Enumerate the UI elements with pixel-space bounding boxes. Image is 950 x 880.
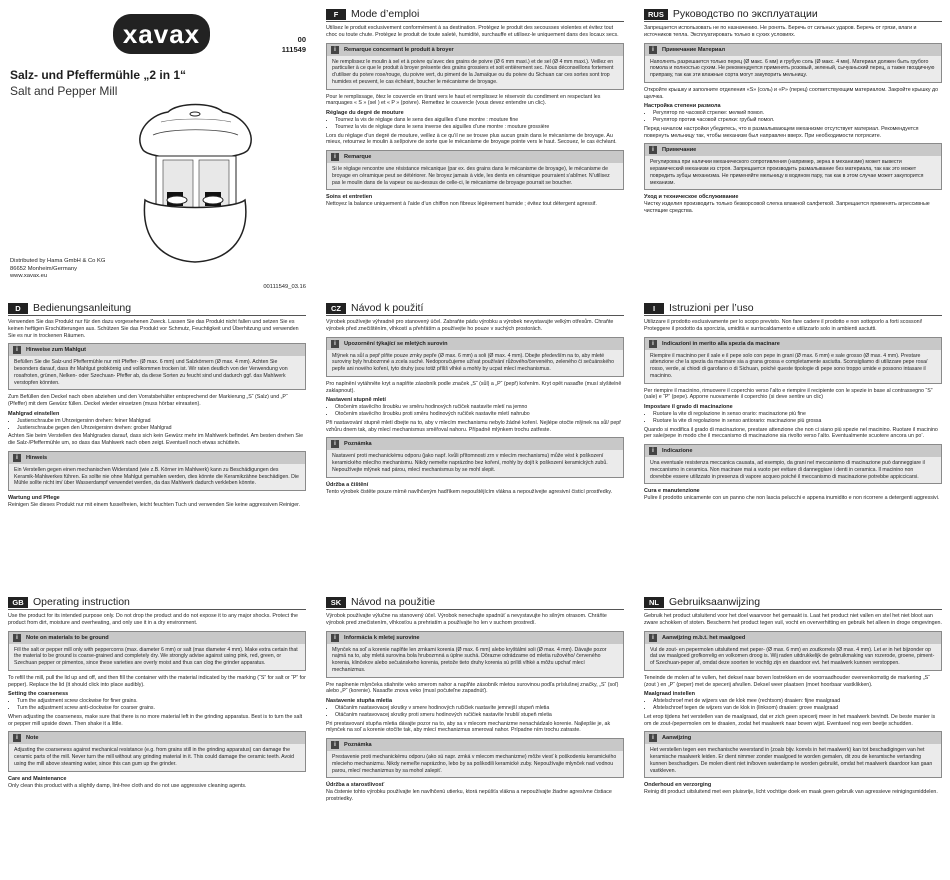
note-box-header <box>9 732 305 744</box>
list-item: • Tournez la vis de réglage dans le sens des aiguilles d’une montre : mouture fine <box>335 117 624 124</box>
note-box <box>326 437 624 477</box>
paragraph: Pulire il prodotto unicamente con un panno che non lasciа pelucchi e appena inumidito e non ricorrere a detergenti aggressivi. <box>644 495 940 502</box>
note-box-title: Remarque concernant le produit à broyer <box>344 46 454 53</box>
subheading: Cura e manutenzione <box>644 488 700 495</box>
note-box-text: Nastavení proti mechanickému odporu (jako např. kvůli přítomnosti zrn v mlecím mechanismu) může vést k poškození keramického mlecího mechanismu. Nikdy nemelte naprázdno bez koření, mohly by dojít k poškození keramických zubů. Nepoužívejte mlýnek nad párou, mlecí mechanismus by se mohl slepit. <box>327 450 623 476</box>
section-title: Operating instruction <box>33 596 130 608</box>
subheading: Wartung und Pflege <box>8 495 60 502</box>
section-cz <box>326 302 624 498</box>
subheading: Nastavenie stupňa mletia <box>326 698 393 705</box>
paragraph: Zum Befüllen den Deckel nach oben abziehen und den Vorratsbehälter entsprechend der Markierung „S“ (Salz) und „P“ (Pfeffer) mit dem Gewürz füllen. Deckel wieder einsetzen (muss hörbar einrasten). <box>8 394 288 408</box>
note-box-text: Het verstellen tegen een mechanische weerstand in (zoals bijv. korrels in het maalwerk) kan tot beschadigingen van het keramische maalwerk leiden. Er dient nimmer zonder maalgoed te worden gemalen, dit zou de keramische vertanding kunnen beschadigen. De molen dient niet in/boven waterdamp te worden gebruikt, omdat het maalwerk daardoor kan gaan vastkleven. <box>645 744 941 777</box>
note-box <box>644 444 942 484</box>
language-badge: CZ <box>326 303 346 314</box>
note-box-header <box>9 632 305 644</box>
salt-pepper-mill-illustration <box>123 100 268 270</box>
subheading: Impostare il grado di macinazione <box>644 404 733 411</box>
note-box <box>8 731 306 771</box>
bullet-list <box>8 418 306 432</box>
paragraph: When adjusting the coarseness, make sure that there is no more material left in the grinding apparatus. Best is to turn the salt or pepper mill upside down. Then shake it a little. <box>8 713 303 727</box>
subheading: Setting the coarseness <box>8 691 69 698</box>
note-box-text: Ne remplissez le moulin à sel et à poivre qu’avec des grains de poivre (Ø 6 mm maxi.) et de sel (Ø 4 mm maxi.). Veillez en particulier à ce que le produit à broyer présente des grains grossiers et soit entièrement sec. Nous déconseillons fortement d’utiliser du poivre rose/rouge, du poivre vert, du piment de la Jamaïque ou du poivre du Sichuan car ces sortes sont trop humides et peuvent, le cas échéant, boucher le mécanisme de broyage. <box>327 56 623 89</box>
product-title-en: Salt and Pepper Mill <box>10 84 118 98</box>
info-icon: i <box>649 734 657 742</box>
list-item: • Ruotare la vite di regolazione in senso orario: macinazione più fine <box>653 411 942 418</box>
note-box-header <box>327 438 623 450</box>
info-icon: i <box>13 454 21 462</box>
subheading: Onderhoud en verzorging <box>644 782 712 789</box>
subheading: Настройка степени размола <box>644 103 721 110</box>
note-box <box>326 43 624 90</box>
paragraph: Na čistenie tohto výrobku používajte len navlhčenú utierku, ktorá nepúšťa vlákna a nepoužívajte žiadne agresívne čistiace prostriedky. <box>326 789 612 803</box>
note-box-title: Note on materials to be ground <box>26 634 109 641</box>
section-header <box>326 8 624 22</box>
paragraph: Při nastavování stupně mletí dbejte na to, aby v mlecím mechanismu nebylo žádné koření. Nejlépe otočte mlýnek na sůl/ pepř vzhůru dnem tak, aby mlecí mechanismus směřoval nahoru. Případně mlýnkem trochu zatřeste. <box>326 419 622 433</box>
note-box-header <box>645 144 941 156</box>
list-item: • Justierschraube gegen den Uhrzeigersinn drehen: grober Mahlgrad <box>17 425 306 432</box>
bullet-list <box>8 698 306 712</box>
subheading: Maalgraad instellen <box>644 691 696 698</box>
intro-text: Use the product for its intended purpose only. Do not drop the product and do not expose it to any major shocks. Protect the product from dirt, moisture and overheating, and only use it in a dry environment. <box>8 613 298 626</box>
note-box <box>326 150 624 190</box>
section-fr <box>326 8 624 211</box>
note-box-text: Prestavenie proti mechanickému odporu (ako sú napr. zrnká v mlecom mechanizme) môže viesť k poškodeniu keramického mlecieho mechanizmu. Nikdy nemeľte naprázdno, lebo by sa poškodili keramické zuby. Nepoužívajte mlynček nad vodnou parou, mlecí mechanizmus by sa mohol zalepiť. <box>327 751 623 777</box>
note-box-header <box>327 632 623 644</box>
language-badge: NL <box>644 597 664 608</box>
cover-panel <box>8 8 308 293</box>
bullet-list <box>644 110 942 124</box>
intro-text: Utilisez le produit exclusivement conformément à sa destination. Protégez le produit des secousses violentes et évitez tout choc ou toute chute. Protégez le produit de toute saleté, humidité, surchauffe et utilisez-le uniquement dans des locaux secs. <box>326 25 619 38</box>
info-icon: i <box>331 46 339 54</box>
section-header <box>8 596 306 610</box>
note-box-header <box>645 338 941 350</box>
info-icon: i <box>13 346 21 354</box>
note-box-title: Примечание <box>662 147 697 154</box>
paragraph: Pri prestavovaní stupňa mletia dávajte pozor na to, aby sa v mlecom mechanizme nenachádzalo korenie. Najlepšie je, ak mlynček na soľ a korenie otočíte tak, aby mlecí mechanizmus smeroval nahor. Prípadne ním trochu zatraste. <box>326 720 611 734</box>
list-item: • Otočením stavěcího šroubku ve směru hodinových ručiček nastavíte mletí na jemno <box>335 404 624 411</box>
bullet-list <box>644 698 942 712</box>
subheading: Soins et entretien <box>326 194 373 201</box>
note-box-text: Mlynček na soľ a korenie naplňte len zrnkami korenia (Ø max. 6 mm) alebo kryštálmi soli (Ø max. 4 mm). Dávajte pozor najmä na to, aby mletá surovina bola hrubozrnná a úplne suchá. Dôrazne odrádzame od mletia ružového/ červeného korenia, klinčekov alebo sečuánskeho korenia, pretože tieto druhy korenia sú príliš vlhké a môžu upchať mlecí mechanizmus. <box>327 644 623 677</box>
note-box-text: Befüllen Sie die Salz-und Pfeffermühle nur mit Pfeffer- (Ø max. 6 mm) und Salzkörnern (Ø max. 4 mm). Achten Sie besonders darauf, dass ihr Mahlgut grobkörnig und vollkommen trocken ist. Wir raten deutlich von der Verwendung von rosafroten, grünen, Nelken- oder Szechuan- Pfeffer ab, da diese Sorten zu feucht sind und dadurch ggf. das Mahlwerk verstopfen könnten. <box>9 356 305 389</box>
info-icon: i <box>649 634 657 642</box>
language-badge: I <box>644 303 664 314</box>
note-box <box>8 451 306 491</box>
section-header <box>326 302 624 316</box>
note-box-title: Informácia k mletej surovine <box>344 634 420 641</box>
intro-text: Gebruik het product uitsluitend voor het doel waarvoor het gemaakt is. Laat het product niet vallen en stel het niet bloot aan zware schokken of stoten. Bescherm het product tegen vuil, vocht en oververhitting en gebruik het alleen in droge omgevingen. <box>644 613 942 626</box>
note-box-header <box>645 44 941 56</box>
note-box-title: Hinweis <box>26 454 48 461</box>
section-en <box>8 596 306 792</box>
bullet-list <box>326 117 624 131</box>
paragraph: Lors du réglage d’un degré de mouture, veillez à ce qu’il ne se trouve plus aucun grain dans le mécanisme de broyage. Au mieux, retournez le moulin à sel/poivre de sorte que le mécanisme de broyage pointe vers le haut. Secouez, le cas échéant. <box>326 132 617 146</box>
product-title-de: Salz- und Pfeffermühle „2 in 1“ <box>10 68 187 82</box>
list-item: • Регулятор против часовой стрелки: грубый помол. <box>653 117 942 124</box>
list-item: • Tournez la vis de réglage dans le sens inverse des aiguilles d’une montre : mouture grossière <box>335 124 624 131</box>
section-header <box>644 302 942 316</box>
list-item: • Turn the adjustment screw clockwise for finer grains. <box>17 698 306 705</box>
info-icon: i <box>13 734 21 742</box>
note-box-text: Una eventuale resistenza meccanica causata, ad esempio, da grani nel meccanismo di macinazione può danneggiare il meccanismo in ceramica. Non macinare mai a vuoto per evitare di danneggiare i denti in ceramica. Il macinino non dovrebbe essere utilizzato in presenza di vapore acqueo poiché il meccanismo di macinazione potrebbe appiccicarsi. <box>645 457 941 483</box>
note-box-header <box>645 445 941 457</box>
paragraph: Reinig dit product uitsluitend met een pluisvrije, licht vochtige doek en maak geen gebruik van agressieve reinigingsmiddelen. <box>644 789 938 796</box>
note-box <box>644 43 942 83</box>
intro-text: Výrobek používejte výhradně pro stanovený účel. Zabraňte pádu výrobku a výrobek nevystavujte velkým otřesům. Chraňte výrobek před znečištěním, vlhkostí a přehřátím a používejte ho pouze v suchých prostorách. <box>326 319 614 332</box>
paragraph: Чистку изделия производить только безворсовой слегка влажной салфеткой. Запрещается применять агрессивные чистящие средства. <box>644 201 930 215</box>
note-box <box>644 337 942 384</box>
section-title: Mode d’emploi <box>351 8 420 20</box>
note-box-title: Aanwijzing <box>662 735 692 742</box>
info-icon: i <box>13 634 21 642</box>
note-box-header <box>9 452 305 464</box>
note-box <box>644 143 942 190</box>
distributor-line: 86652 Monheim/Germany <box>10 265 78 272</box>
distributor-line: Distributed by Hama GmbH & Co KG <box>10 258 106 264</box>
subheading: Nastavení stupně mletí <box>326 397 386 404</box>
info-icon: i <box>649 46 657 54</box>
list-item: • Регулятор по часовой стрелке: мелкий помол. <box>653 110 942 117</box>
list-item: • Justierschraube im Uhrzeigersinn drehen: feiner Mahlgrad <box>17 418 306 425</box>
note-box-header <box>645 632 941 644</box>
note-box-title: Indicazioni in merito alla spezia da macinare <box>662 340 780 347</box>
section-de <box>8 302 306 512</box>
language-badge: RUS <box>644 9 668 20</box>
language-badge: F <box>326 9 346 20</box>
list-item: • Afstelschroef tegen de wijzers van de klok in (linksom) draaien: grove maalgraad <box>653 705 942 712</box>
note-box <box>8 343 306 390</box>
subheading: Údržba a čištění <box>326 481 369 488</box>
list-item: • Otočením stavěcího šroubku proti směru hodinových ručiček nastavíte mletí nahrubo <box>335 411 624 418</box>
note-box <box>326 631 624 678</box>
subheading: Údržba a starostlivosť <box>326 782 385 789</box>
paragraph: Перед началом настройки убедитесь, что в размалывающем механизме отсутствует материал. Рекомендуется повернуть мельницу так, чтобы механизм был направлен вверх. При необходимости потрясите. <box>644 125 919 139</box>
note-box <box>8 631 306 671</box>
note-box-text: Mlýnek na sůl a pepř plňte pouze zrnky pepře (Ø max. 6 mm) a soli (Ø max. 4 mm). Dbejte především na to, aby mleté suroviny byly hrubozrnné a zcela suché. Nedoporučujeme užívat používání růžového/červeného, zeleného či sečuánského pepře ani nového koření, tyto druhy jsou totiž příliš vlhké a mohly by ucpat mlecí mechanismus. <box>327 350 623 376</box>
model-number: 00 <box>297 35 306 44</box>
section-title: Návod na použitie <box>351 596 436 608</box>
paragraph: Откройте крышку и заполните отделения «S» (соль) и «P» (перец) соответствующим материалом. Закройте крышку до щелчка. <box>644 86 939 100</box>
subheading: Care and Maintenance <box>8 775 67 782</box>
note-box-header <box>645 732 941 744</box>
note-box-text: Регулировка при наличии механического сопротивления (например, зерна в механизме) может вывести керамический механизм из строя. Запрещается производить размалывание без материала, так как это может повредить зубцы механизма. Не применяйте мельницу в водяном пару, так как в этом случае может закупорится механизм. <box>645 156 941 189</box>
note-box-text: Si le réglage rencontre une résistance mécanique (par ex. des grains dans le mécanisme de broyage), le mécanisme de broyage en céramique peut se détériorer. Ne broyez jamais à vide, les dents en céramique pourraient s’abîmer. N’utilisez pas le moulin dans de la vapeur ou au-dessus de celle-ci, le mécanisme de broyage pourrait se boucher. <box>327 163 623 189</box>
note-box-title: Indicazione <box>662 448 693 455</box>
paragraph: Quando si modifica il grado di macinazione, prestare attenzione che non ci siano più spezie nel macinino. Ruotare il macinino per sale/pepe in modo che il meccanismo di macinazione sia rivolto verso l’alto. Eventualmente scuotere ancora un po’. <box>644 426 938 440</box>
language-badge: SK <box>326 597 346 608</box>
section-header <box>8 302 306 316</box>
section-header <box>644 596 942 610</box>
bullet-list <box>326 404 624 418</box>
list-item: • Afstelschroef met de wijzers van de klok mee (rechtsom) draaien: fijne maalgraad <box>653 698 942 705</box>
subheading: Уход и техническое обслуживание <box>644 194 739 201</box>
info-icon: i <box>331 340 339 348</box>
subheading: Mahlgrad einstellen <box>8 410 60 417</box>
subheading: Réglage du degré de mouture <box>326 110 404 117</box>
note-box-header <box>327 151 623 163</box>
section-it <box>644 302 942 505</box>
paragraph: Nettoyez la balance uniquement à l’aide d’un chiffon non fibreux légèrement humide ; évitez tout détergent agressif. <box>326 201 597 208</box>
intro-text: Verwenden Sie das Produkt nur für den dazu vorgesehenen Zweck. Lassen Sie das Produkt nicht fallen und setzen Sie es keinen heftigen Erschütterungen aus. Schützen Sie das Produkt vor Schmutz, Feuchtigkeit und Überhitzung und verwenden Sie es nur in trockenen Räumen. <box>8 319 299 339</box>
intro-text: Výrobok používajte výlučne na stanovený účel. Výrobok nenechajte spadnúť a nevystavujte ho silným otrasom. Chráňte výrobok pred znečistením, vlhkosťou a prehriatím a používajte ho len v suchom prostredí. <box>326 613 607 626</box>
note-box <box>644 731 942 778</box>
section-title: Istruzioni per l’uso <box>669 302 754 314</box>
language-badge: GB <box>8 597 28 608</box>
list-item: • Ruotare la vite di regolazione in senso antiorario: macinazione più grossa <box>653 418 942 425</box>
note-box-title: Aanwijzing m.b.t. het maalgoed <box>662 634 746 641</box>
list-item: • Otáčaním nastavovacej skrutky proti smeru hodinových ručičiek nastavíte hrubší stupeň mletia <box>335 712 624 719</box>
note-box-text: Ein Verstellen gegen einen mechanischen Widerstand (wie z.B. Körner im Mahlwerk) kann zu Beschädigungen des Keramik-Mahlwerkes führen. Es sollte nie ohne Mahlgut gemahlen werden, dies könnte die Keramikzähne beschädigen. Die Mühle sollte nicht im/ über Wasserdampf verwendet werden, da das Mahlwerk dadurch verkleben könnte. <box>9 464 305 490</box>
note-box-header <box>327 44 623 56</box>
note-box-header <box>327 739 623 751</box>
paragraph: Pour le remplissage, ôtez le couvercle en tirant vers le haut et remplissez le réservoir du condiment en respectant les marquages « S » (sel ) et « P » (poivre). Remettez le couvercle (vous devez entendre un clic). <box>326 93 601 107</box>
brand-logo: xavax <box>113 14 210 54</box>
note-box-title: Remarque <box>344 154 372 161</box>
info-icon: i <box>649 447 657 455</box>
section-header <box>326 596 624 610</box>
paragraph: Pro naplnění vytáhněte kryt a naplňte zásobník podle značek „S“ (sůl) a „P“ (pepř) kořením. Kryt opět nasaďte (musí slyšitelně zaklapnout). <box>326 380 622 394</box>
bullet-list <box>644 411 942 425</box>
info-icon: i <box>331 634 339 642</box>
note-box-text: Vul de zout- en pepermolen uitsluitend met peper- (Ø max. 6 mm) en zoutkorrels (Ø max. 4 mm). Let er in het bijzonder op dat uw maalgoed grofkorrelig en volkomen droog is. Wij raden uitdrukkelijk de gebruikmaking van rozerode, groene, piment- of Szechuan-peper af, omdat deze soorten te vochtig zijn en daardoor evt. het maalwerk kunnen verstoppen. <box>645 644 941 670</box>
section-header <box>644 8 942 22</box>
note-box-title: Hinweise zum Mahlgut <box>26 347 86 354</box>
list-item: • Turn the adjustment screw anti-clockwise for coarser grains. <box>17 705 306 712</box>
section-title: Bedienungsanleitung <box>33 302 132 314</box>
paragraph: Pre naplnenie mlynčeka stiahnite veko smerom nahor a naplňte zásobník mletou surovinou podľa príslušnej značky, „S“ (soľ) alebo „P“ (korenie). Nasaďte znova veko (musí počuteľne zapadnúť). <box>326 681 619 695</box>
note-box-text: Fill the salt or pepper mill only with peppercorns (max. diameter 6 mm) or salt (max diameter 4 mm). Make extra certain that the material to be ground is coarse-grained and completely dry. We strongly advise against using pink, red, green, or Szechuan pepper or pimentos, since these varieties are overly moist and thus can clog the grinder apparatus. <box>9 644 305 670</box>
document-code: 00111549_03.16 <box>263 284 306 290</box>
paragraph: Tento výrobek čistěte pouze mírně navlhčeným hadříkem nepouštějícím vlákna a nepoužívejte agresivní čisticí prostředky. <box>326 488 613 495</box>
info-icon: i <box>649 146 657 154</box>
note-box-header <box>327 338 623 350</box>
language-badge: D <box>8 303 28 314</box>
note-box-title: Poznámka <box>344 742 372 749</box>
section-ru <box>644 8 942 218</box>
distributor-website[interactable]: www.xavax.eu <box>10 273 48 280</box>
paragraph: Achten Sie beim Verstellen des Mahlgrades darauf, dass sich kein Gewürz mehr im Mahlwerk befindet. Am besten drehen Sie die Salz-/Pfeffermühle um, so dass das Mahlwerk nach oben zeigt. Eventuell noch etwas schütteln. <box>8 433 304 447</box>
note-box-header <box>9 344 305 356</box>
note-box-text: Riempire il macinino per il sale e il pepe solo con pepe in grani (Ø max. 6 mm) e sale grosso (Ø max. 4 mm). Prestare attenzione che la spezia da macinare sia a grana grossa e completamente asciutta. Sconsigliamo di utilizzare pepe rosa/ rosso, verde, ai chiodi di garofano o di Sichuan, poiché queste tipologie di pepe sono troppo umide e possono intasare il macinino. <box>645 350 941 383</box>
info-icon: i <box>331 153 339 161</box>
paragraph: To refill the mill, pull the lid up and off, and then fill the container with the material indicated by the marking (“S” for salt or “P” for pepper). Replace the lid (it should click into place audibly). <box>8 674 306 688</box>
note-box-title: Примечание Материал <box>662 46 726 53</box>
intro-text: Запрещается использовать не по назначению. Не ронять. Беречь от сильных ударов. Беречь от грязи, влаги и источников тепла. Эксплуатировать только в сухих условиях. <box>644 25 917 38</box>
info-icon: i <box>331 741 339 749</box>
section-title: Návod k použití <box>351 302 424 314</box>
note-box <box>326 738 624 778</box>
paragraph: Only clean this product with a slightly damp, lint-free cloth and do not use aggressive cleaning agents. <box>8 782 247 789</box>
section-nl <box>644 596 942 799</box>
info-icon: i <box>649 340 657 348</box>
note-box-title: Upozornění týkající se mletých surovin <box>344 340 448 347</box>
note-box-text: Adjusting the coarseness against mechanical resistance (e.g. from grains still in the grinding apparatus) can damage the ceramic parts of the mill. Never turn the mill without any grinding material in it. This could damage the ceramic teeth. Avoid using the mill above steaming water, since this can gum up the grinder. <box>9 744 305 770</box>
intro-text: Utilizzare il prodotto esclusivamente per lo scopo previsto. Non fare cadere il prodotto e non sottoporlo a forti scossoni! Proteggere il prodotto da sporcizia, umidità e surriscaldamento e utilizzarlo solo in ambienti asciutti. <box>644 319 923 332</box>
note-box <box>644 631 942 671</box>
note-box <box>326 337 624 377</box>
paragraph: Per riempire il macinino, rimuovere il coperchio verso l’alto e riempire il recipiente con le spezie in base al contrassegno “S” (sale) e “P” (pepe). Apporre nuovamente il coperchio (si deve sentire un clic) <box>644 387 933 401</box>
note-box-text: Наполнять разрешается только перец (Ø макс. 6 мм) и грубую соль (Ø макс. 4 мм). Материал должен быть грубого помола и полностью сухим. Не рекомендуется применять розовый, зеленый, сычуаньский перец, а также гвоздичную приправу, так как эти влажные сорта могут закупорить мельницу. <box>645 56 941 82</box>
note-box-title: Note <box>26 735 39 742</box>
paragraph: Teneinde de molen af te vullen, het deksel naar boven lostrekken en de voorraadhouder overeenkomstig de markering „S“ (zout ) en „P“ (peper) met de specerij afvullen. Deksel weer plaatsen (moet hoorbaar vastklikken). <box>644 674 930 688</box>
article-number: 111549 <box>281 45 306 54</box>
section-title: Gebruiksaanwijzing <box>669 596 761 608</box>
bullet-list <box>326 705 624 719</box>
section-sk <box>326 596 624 806</box>
paragraph: Reinigen Sie dieses Produkt nur mit einem fusselfreien, leicht feuchten Tuch und verwenden Sie keine aggressiven Reiniger. <box>8 502 301 509</box>
distributor-info <box>10 258 105 281</box>
paragraph: Let erop tijdens het verstellen van de maalgraad, dat er zich geen specerij meer in het maalwerk bevindt. De beste manier is om de zout-/pepermolen om te draaien, zodat het maalwerk naar boven wijst. Eventueel nog een beetje schudden. <box>644 713 936 727</box>
section-title: Руководство по эксплуатации <box>672 8 818 20</box>
info-icon: i <box>331 440 339 448</box>
note-box-title: Poznámka <box>344 441 372 448</box>
list-item: • Otáčaním nastavovacej skrutky v smere hodinových ručičiek nastavíte jemnejší stupeň mletia <box>335 705 624 712</box>
